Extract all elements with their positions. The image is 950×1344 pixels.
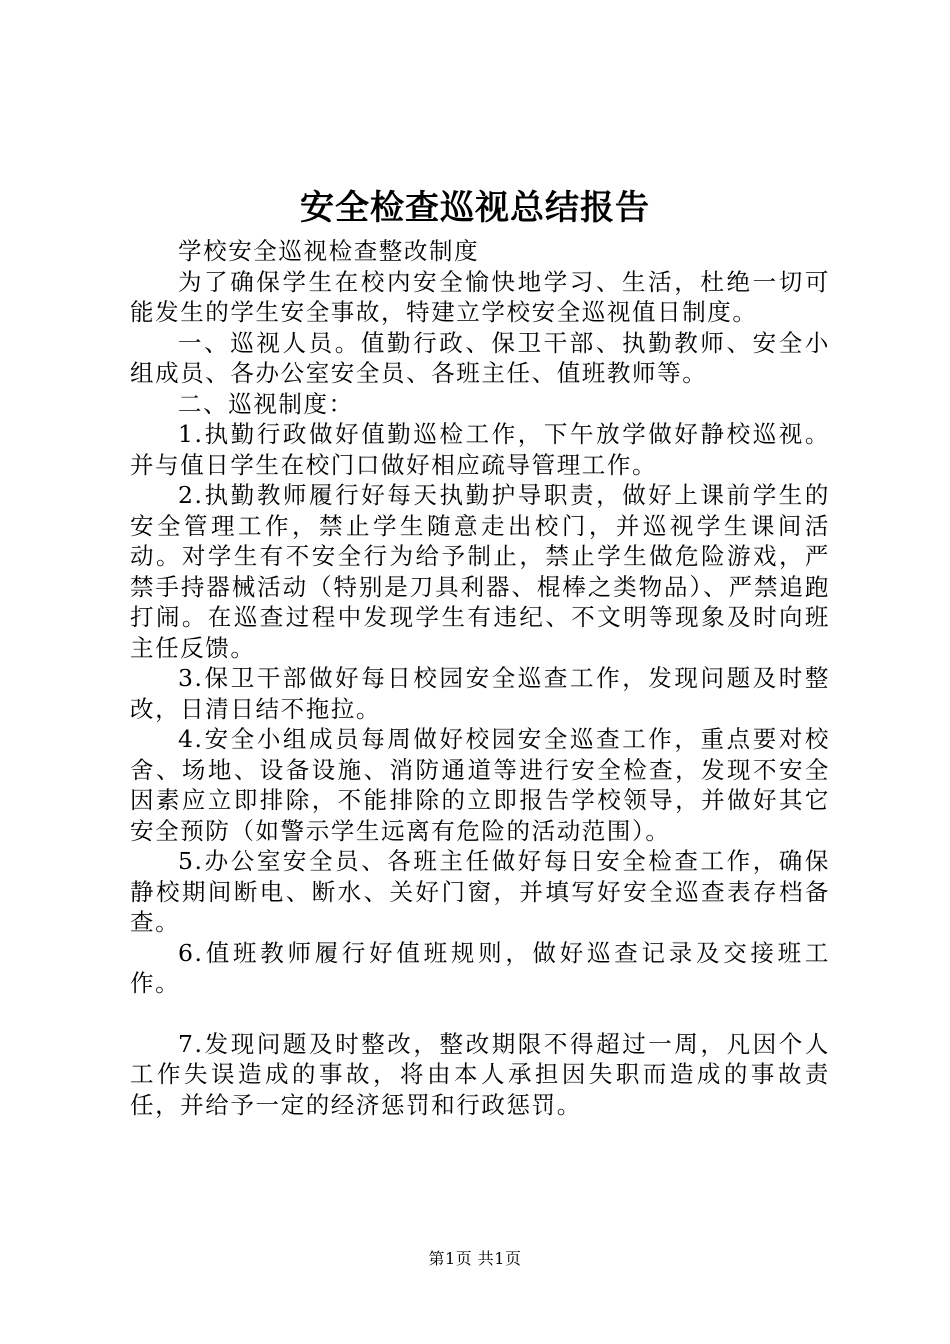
paragraph: 3.保卫干部做好每日校园安全巡查工作，发现问题及时整改，日清日结不拖拉。: [130, 664, 830, 723]
paragraph: 1.执勤行政做好值勤巡检工作，下午放学做好静校巡视。并与值日学生在校门口做好相应疏导管理工作。: [130, 420, 830, 479]
paragraph: 5.办公室安全员、各班主任做好每日安全检查工作，确保静校期间断电、断水、关好门窗，并填写好安全巡查表存档备查。: [130, 847, 830, 936]
page-number-footer: 第1页 共1页: [428, 1249, 522, 1268]
paragraph-heading: 学校安全巡视检查整改制度: [178, 237, 480, 265]
paragraph: 为了确保学生在校内安全愉快地学习、生活，杜绝一切可能发生的学生安全事故，特建立学校安全巡视值日制度。: [130, 267, 830, 326]
paragraph: 2.执勤教师履行好每天执勤护导职责，做好上课前学生的安全管理工作，禁止学生随意走出校门，并巡视学生课间活动。对学生有不安全行为给予制止，禁止学生做危险游戏，严禁手持器械活动（特别是刀具利器、棍棒之类物品）、严禁追跑打闹。在巡查过程中发现学生有违纪、不文明等现象及时向班主任反馈。: [130, 481, 830, 662]
paragraph: 7.发现问题及时整改，整改期限不得超过一周，凡因个人工作失误造成的事故，将由本人承担因失职而造成的事故责任，并给予一定的经济惩罚和行政惩罚。: [130, 1029, 830, 1119]
paragraph: 6.值班教师履行好值班规则，做好巡查记录及交接班工作。: [130, 938, 830, 997]
paragraph: 二、巡视制度：: [178, 389, 354, 418]
paragraph: 4.安全小组成员每周做好校园安全巡查工作，重点要对校舍、场地、设备设施、消防通道等进行安全检查，发现不安全因素应立即排除，不能排除的立即报告学校领导，并做好其它安全预防（如警示学生远离有危险的活动范围）。: [130, 725, 830, 845]
page-title: 安全检查巡视总结报告: [300, 188, 650, 228]
document-body: [130, 236, 830, 1120]
paragraph: 一、巡视人员。值勤行政、保卫干部、执勤教师、安全小组成员、各办公室安全员、各班主任、值班教师等。: [130, 328, 830, 387]
